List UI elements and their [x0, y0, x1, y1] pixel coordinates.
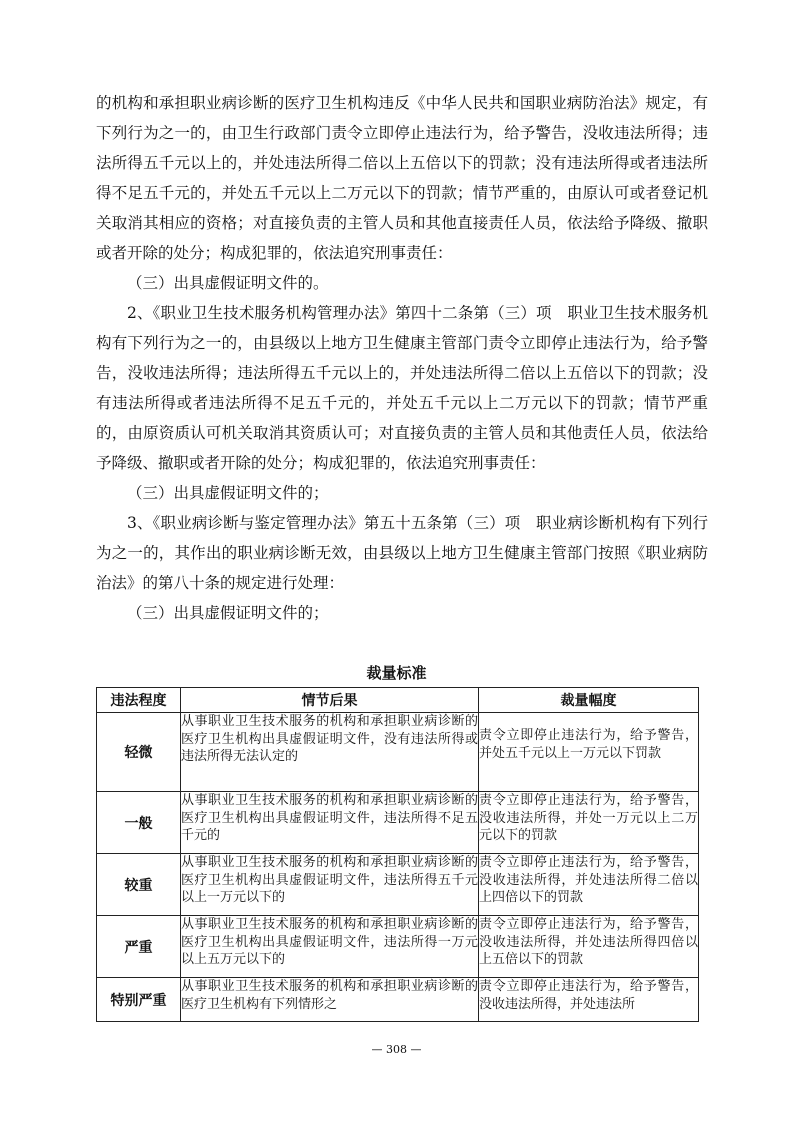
paragraph-item-3b: （三）出具虚假证明文件的；	[127, 484, 329, 502]
discretion-cell: 责令立即停止违法行为，给予警告，没收违法所得，并处违法所	[479, 978, 699, 1022]
degree-cell: 特别严重	[97, 978, 181, 1022]
table-row	[97, 854, 699, 916]
header-discretion: 裁量幅度	[479, 688, 699, 713]
discretion-cell: 责令立即停止违法行为，给予警告，没收违法所得，并处一万元以上二万元以下的罚款	[479, 792, 699, 854]
paragraph-clause-2: 2、《职业卫生技术服务机构管理办法》第四十二条第（三）项 职业卫生技术服务机构有下列行为之一的，由县级以上地方卫生健康主管部门责令立即停止违法行为，给予警告，没收违法所得；违法所得五千元以上的，并处违法所得二倍以上五倍以下的罚款；没有违法所得或者违法所得不足五千元的，并处五千元以上二万元以下的罚款；情节严重的，由原资质认可机关取消其资质认可；对直接负责的主管人员和其他责任人员，依法给予降级、撤职或者开除的处分；构成犯罪的，依法追究刑事责任：	[96, 304, 708, 472]
page-number: — 308 —	[371, 1043, 422, 1056]
table-row	[97, 916, 699, 978]
header-degree: 违法程度	[97, 688, 181, 713]
circumstance-cell: 从事职业卫生技术服务的机构和承担职业病诊断的医疗卫生机构出具虚假证明文件，没有违法所得或违法所得无法认定的	[181, 713, 479, 792]
table-row	[97, 713, 699, 792]
degree-cell: 轻微	[97, 713, 181, 792]
discretion-cell: 责令立即停止违法行为，给予警告，没收违法所得，并处违法所得二倍以上四倍以下的罚款	[479, 854, 699, 916]
body-text	[96, 88, 708, 628]
degree-cell: 较重	[97, 854, 181, 916]
paragraph-item-3c: （三）出具虚假证明文件的；	[127, 604, 329, 622]
circumstance-cell: 从事职业卫生技术服务的机构和承担职业病诊断的医疗卫生机构有下列情形之	[181, 978, 479, 1022]
table-title: 裁量标准	[366, 664, 427, 682]
discretion-standard-table	[96, 687, 699, 1022]
header-circumstance: 情节后果	[181, 688, 479, 713]
table-row	[97, 978, 699, 1022]
circumstance-cell: 从事职业卫生技术服务的机构和承担职业病诊断的医疗卫生机构出具虚假证明文件，违法所得一万元以上五万元以下的	[181, 916, 479, 978]
degree-cell: 严重	[97, 916, 181, 978]
discretion-cell: 责令立即停止违法行为，给予警告，没收违法所得，并处违法所得四倍以上五倍以下的罚款	[479, 916, 699, 978]
paragraph-clause-3: 3、《职业病诊断与鉴定管理办法》第五十五条第（三）项 职业病诊断机构有下列行为之一的，其作出的职业病诊断无效，由县级以上地方卫生健康主管部门按照《职业病防治法》的第八十条的规定进行处理：	[96, 514, 708, 592]
paragraph-continuation: 的机构和承担职业病诊断的医疗卫生机构违反《中华人民共和国职业病防治法》规定，有下列行为之一的，由卫生行政部门责令立即停止违法行为，给予警告，没收违法所得；违法所得五千元以上的，并处违法所得二倍以上五倍以下的罚款；没有违法所得或者违法所得不足五千元的，并处五千元以上二万元以下的罚款；情节严重的，由原认可或者登记机关取消其相应的资格；对直接负责的主管人员和其他直接责任人员，依法给予降级、撤职或者开除的处分；构成犯罪的，依法追究刑事责任：	[96, 94, 708, 262]
degree-cell: 一般	[97, 792, 181, 854]
table-row	[97, 792, 699, 854]
discretion-cell: 责令立即停止违法行为，给予警告，并处五千元以上一万元以下罚款	[479, 713, 699, 792]
paragraph-item-3a: （三）出具虚假证明文件的。	[127, 274, 329, 292]
circumstance-cell: 从事职业卫生技术服务的机构和承担职业病诊断的医疗卫生机构出具虚假证明文件，违法所得五千元以上一万元以下的	[181, 854, 479, 916]
circumstance-cell: 从事职业卫生技术服务的机构和承担职业病诊断的医疗卫生机构出具虚假证明文件，违法所得不足五千元的	[181, 792, 479, 854]
table-header-row	[97, 688, 699, 713]
